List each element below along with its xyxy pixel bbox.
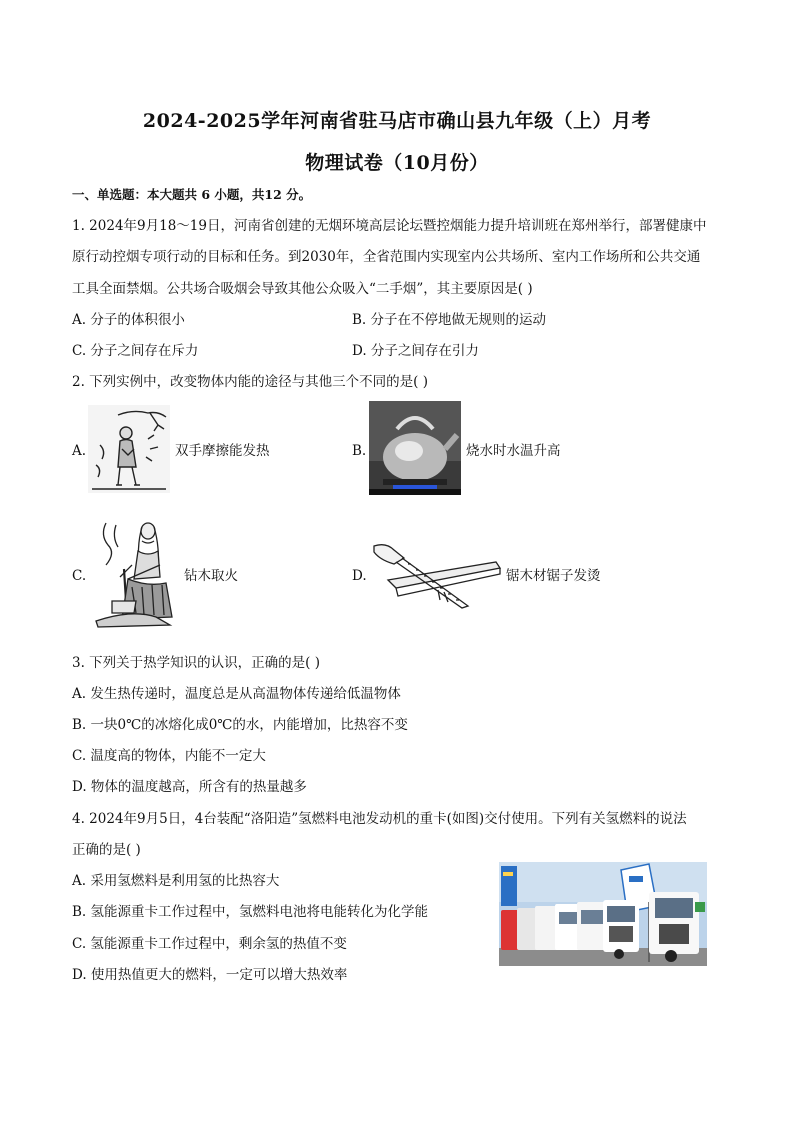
option-b: B. 分子在不停地做无规则的运动 — [352, 312, 547, 328]
option-a-text: 双手摩擦能发热 — [175, 443, 270, 459]
question-text-line: 4. 2024年9月5日，4台装配“洛阳造”氢燃料电池发动机的重卡(如图)交付使用。下列有关氢燃料的说法 — [72, 811, 687, 827]
option-d-text: 锯木材锯子发烫 — [506, 568, 601, 584]
question-text-line: 工具全面禁烟。公共场合吸烟会导致其他公众吸入“二手烟”，其主要原因是( ) — [72, 281, 533, 297]
option-d: D. 使用热值更大的燃料，一定可以增大热效率 — [72, 967, 348, 983]
question-text-line: 正确的是( ) — [72, 842, 141, 858]
option-d: D. 物体的温度越高，所含有的热量越多 — [72, 779, 307, 795]
question-text-line: 原行动控烟专项行动的目标和任务。到2030年，全省范围内实现室内公共场所、室内工作场所和公共交通 — [72, 249, 701, 265]
option-a-letter: A. — [72, 443, 87, 459]
question-text-line: 3. 下列关于热学知识的认识，正确的是( ) — [72, 655, 320, 671]
option-d: D. 分子之间存在引力 — [352, 343, 479, 359]
exam-title-line2: 物理试卷（10月份） — [305, 152, 489, 174]
option-c: C. 温度高的物体，内能不一定大 — [72, 748, 266, 764]
hydrogen-trucks-photo-icon — [499, 862, 707, 966]
question-text-line: 1. 2024年9月18～19日，河南省创建的无烟环境高层论坛暨控烟能力提升培训班在郑州举行，部署健康中 — [72, 218, 707, 234]
option-b-letter: B. — [352, 443, 367, 459]
kettle-on-stove-icon — [369, 401, 461, 495]
person-rubbing-hands-icon — [88, 405, 170, 493]
drilling-wood-fire-icon — [92, 517, 178, 629]
sawing-wood-icon — [368, 540, 502, 610]
question-text-line: 2. 下列实例中，改变物体内能的途径与其他三个不同的是( ) — [72, 374, 428, 390]
exam-title-line1: 2024-2025学年河南省驻马店市确山县九年级（上）月考 — [142, 110, 652, 132]
option-c: C. 氢能源重卡工作过程中，剩余氢的热值不变 — [72, 936, 347, 952]
section-heading: 一、单选题：本大题共 6 小题，共12 分。 — [72, 187, 312, 202]
option-c-letter: C. — [72, 568, 87, 584]
option-c-text: 钻木取火 — [184, 568, 238, 584]
option-d-letter: D. — [352, 568, 367, 584]
option-c: C. 分子之间存在斥力 — [72, 343, 199, 359]
option-b: B. 氢能源重卡工作过程中，氢燃料电池将电能转化为化学能 — [72, 904, 429, 920]
option-a: A. 分子的体积很小 — [72, 312, 185, 328]
option-b: B. 一块0℃的冰熔化成0℃的水，内能增加，比热容不变 — [72, 717, 408, 733]
option-a: A. 采用氢燃料是利用氢的比热容大 — [72, 873, 280, 889]
option-b-text: 烧水时水温升高 — [466, 443, 561, 459]
option-a: A. 发生热传递时，温度总是从高温物体传递给低温物体 — [72, 686, 401, 702]
